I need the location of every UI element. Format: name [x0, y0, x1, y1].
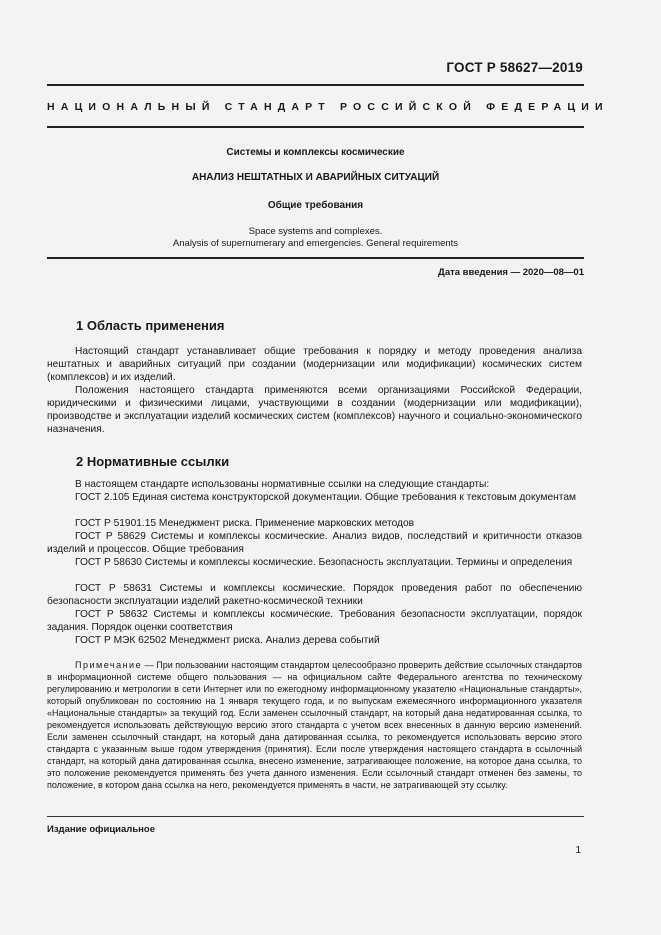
- reference-item: ГОСТ Р 58632 Системы и комплексы космические. Требования безопасности эксплуатации, порядок задания. Порядок оценки соответствия: [47, 609, 582, 633]
- reference-item: ГОСТ Р 58629 Системы и комплексы космические. Анализ видов, последствий и критичности отказов изделий и процессов. Общие требования: [47, 531, 582, 555]
- english-title-line1: Space systems and complexes.: [248, 226, 383, 237]
- title-general: Общие требования: [267, 200, 364, 211]
- national-standard-banner: НАЦИОНАЛЬНЫЙ СТАНДАРТ РОССИЙСКОЙ ФЕДЕРАЦИИ: [47, 101, 609, 113]
- header-rule-bottom: [47, 126, 584, 128]
- section-2-intro: В настоящем стандарте использованы нормативные ссылки на следующие стандарты:: [75, 479, 490, 490]
- intro-date-rule: [47, 257, 584, 259]
- note-paragraph: [47, 659, 582, 791]
- footer-rule: [47, 816, 584, 817]
- section-1-heading: 1 Область применения: [76, 318, 225, 333]
- reference-item: ГОСТ Р 51901.15 Менеджмент риска. Применение марковских методов: [75, 518, 415, 529]
- note-text: — При пользовании настоящим стандартом целесообразно проверить действие ссылочных стандартов в информационной системе общего пользования — на официальном сайте Федерального агентства по техническому регулированию и метрологии в сети Интернет или по ежегодному информационному указателю «Национальные стандарты», который опубликован по состоянию на 1 января текущего года, и по выпускам ежемесячного информационного указателя «Национальные стандарты» за текущий год. Если заменен ссылочный стандарт, на который дана недатированная ссылка, то рекомендуется использовать действующую версию этого стандарта с учетом всех внесенных в данную версию изменений. Если заменен ссылочный стандарт, на который дана датированная ссылка, то рекомендуется использовать версию этого стандарта с указанным выше годом утверждения (принятия). Если после утверждения настоящего стандарта в ссылочный стандарт, на который дана датированная ссылка, внесено изменение, затрагивающее положение, на которое дана ссылка, то это положение рекомендуется применять без учета данного изменения. Если ссылочный стандарт отменен без замены, то положение, в котором дана ссылка на него, рекомендуется применять в части, не затрагивающей эту ссылку.: [47, 660, 582, 790]
- page-number: 1: [575, 845, 581, 856]
- reference-item: ГОСТ 2.105 Единая система конструкторской документации. Общие требования к текстовым документам: [75, 492, 577, 503]
- introduction-date: Дата введения — 2020—08—01: [438, 267, 584, 278]
- edition-label: Издание официальное: [47, 824, 155, 835]
- title-systems: Системы и комплексы космические: [226, 147, 405, 158]
- reference-item: ГОСТ Р МЭК 62502 Менеджмент риска. Анализ дерева событий: [75, 635, 380, 646]
- header-rule-top: [47, 84, 584, 86]
- english-title: [47, 226, 584, 250]
- english-title-line2: Analysis of supernumerary and emergencies. General requirements: [172, 238, 459, 249]
- section-1-paragraph-1: Настоящий стандарт устанавливает общие требования к порядку и методу проведения анализа нештатных и аварийных ситуаций при создании (модернизации или модификации) космических систем (комплексов) и их изделий.: [47, 346, 582, 383]
- document-title: АНАЛИЗ НЕШТАТНЫХ И АВАРИЙНЫХ СИТУАЦИЙ: [191, 172, 440, 183]
- reference-item: ГОСТ Р 58630 Системы и комплексы космические. Безопасность эксплуатации. Термины и определения: [75, 557, 573, 568]
- reference-item: ГОСТ Р 58631 Системы и комплексы космические. Порядок проведения работ по обеспечению безопасности эксплуатации изделий ракетно-космической техники: [47, 583, 582, 607]
- standard-code: ГОСТ Р 58627—2019: [446, 60, 583, 75]
- note-label: Примечание: [75, 660, 143, 670]
- section-2-heading: 2 Нормативные ссылки: [76, 454, 230, 469]
- section-1-paragraph-2: Положения настоящего стандарта применяются всеми организациями Российской Федерации, юридическими и физическими лицами, участвующими в создании (модернизации или модификации), производстве и эксплуатации изделий космических систем (комплексов) научного и социально-экономического назначения.: [47, 385, 582, 435]
